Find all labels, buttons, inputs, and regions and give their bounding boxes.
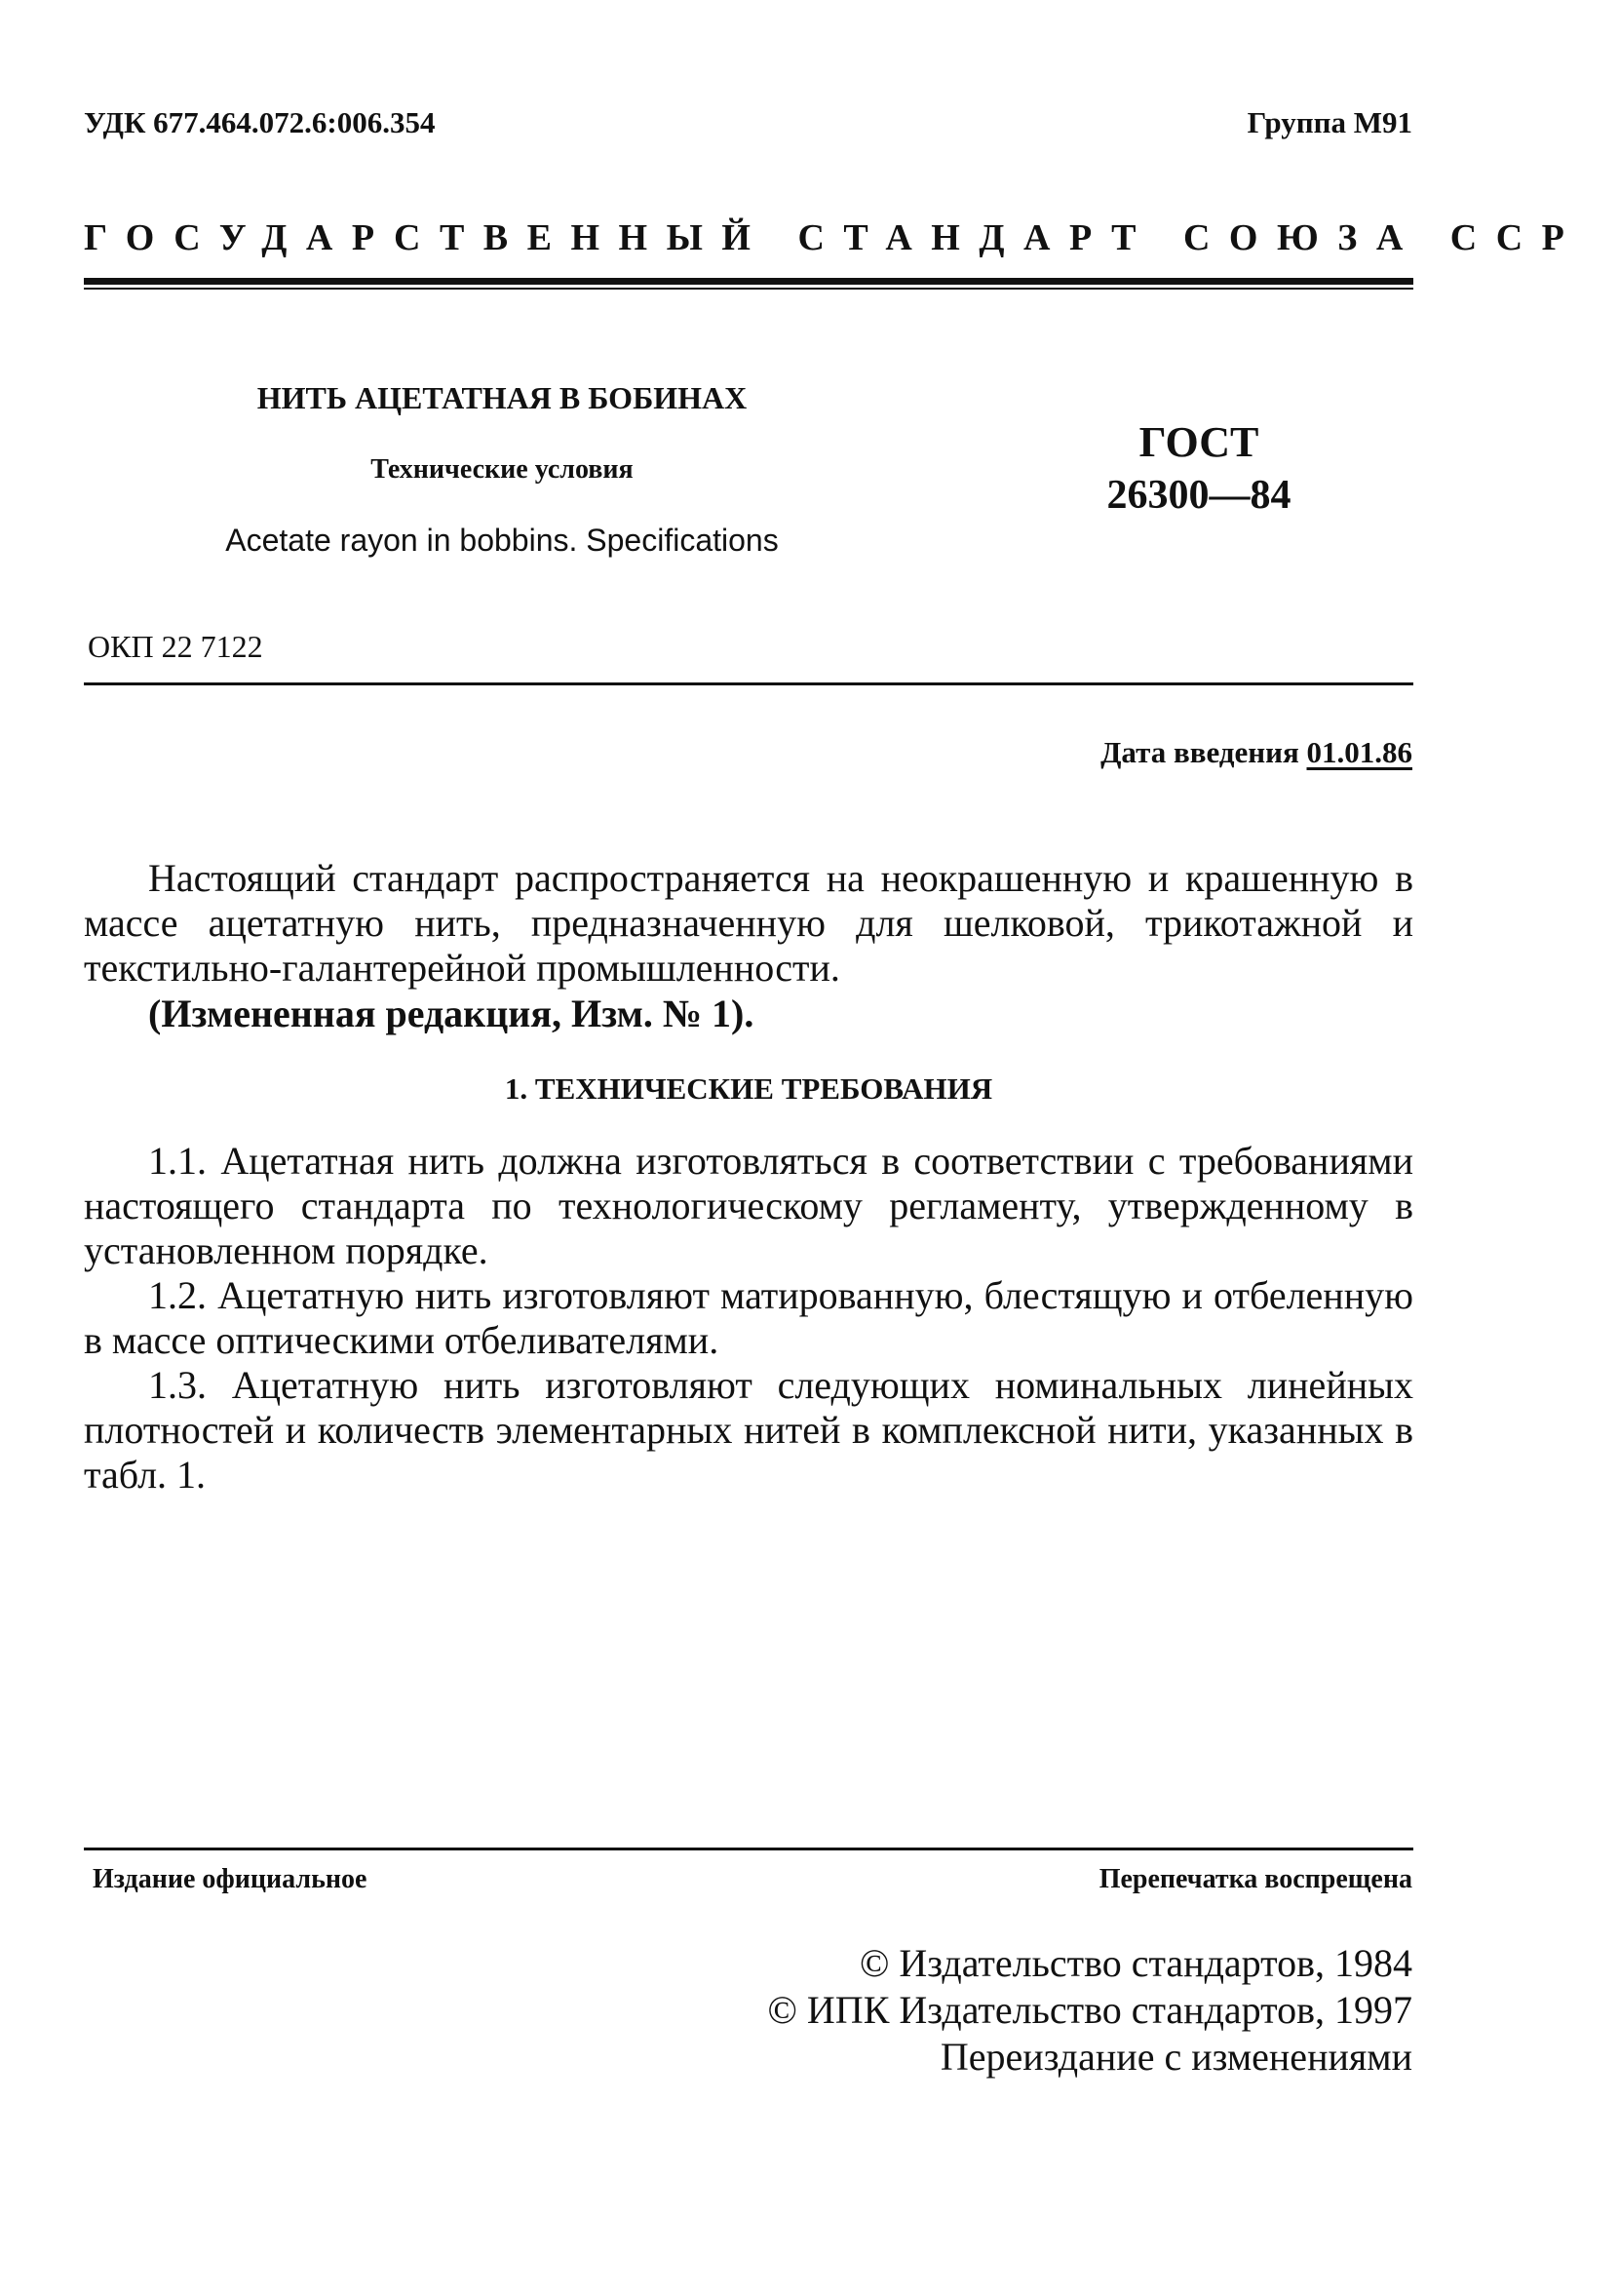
introduction-date-value: 01.01.86 <box>1306 735 1412 769</box>
okp-code: ОКП 22 7122 <box>88 629 263 664</box>
introduction-date-label: Дата введения <box>1100 735 1299 769</box>
udk-code: УДК 677.464.072.6:006.354 <box>84 105 436 139</box>
clause-1-1: 1.1. Ацетатная нить должна изготовляться в соответствии с требованиями настоящего стандарта по технологическому регламенту, утвержденному в установленном порядке. <box>84 1139 1413 1272</box>
clause-1-2: 1.2. Ацетатную нить изготовляют матированную, блестящую и отбеленную в массе оптическими отбеливателями. <box>84 1273 1413 1362</box>
official-edition-label: Издание официальное <box>93 1864 367 1894</box>
header-divider-thin <box>84 288 1413 290</box>
gost-number: 26300—84 <box>1106 473 1291 518</box>
copyright-line-1997: © ИПК Издательство стандартов, 1997 <box>767 1988 1412 2032</box>
gost-label: ГОСТ <box>1138 418 1259 466</box>
intro-paragraph: Настоящий стандарт распространяется на неокрашенную и крашенную в массе ацетатную нить, предназначенную для шелковой, трикотажной и текстильно-галантерейной промышленности. <box>84 856 1413 990</box>
document-title: НИТЬ АЦЕТАТНАЯ В БОБИНАХ <box>256 380 748 415</box>
copyright-block <box>535 1940 1412 2081</box>
reissue-note: Переиздание с изменениями <box>940 2035 1412 2079</box>
copyright-line-1984: © Издательство стандартов, 1984 <box>859 1941 1412 1985</box>
clause-1-3: 1.3. Ацетатную нить изготовляют следующих номинальных линейных плотностей и количеств элементарных нитей в комплексной нити, указанных в табл. 1. <box>84 1363 1413 1497</box>
section-heading: 1. ТЕХНИЧЕСКИЕ ТРЕБОВАНИЯ <box>504 1071 993 1106</box>
state-standard-heading: ГОСУДАРСТВЕННЫЙ СТАНДАРТ СОЮЗА ССР <box>84 217 1584 258</box>
document-subtitle: Технические условия <box>370 454 634 485</box>
english-title: Acetate rayon in bobbins. Specifications <box>225 523 779 558</box>
footer-divider <box>84 1848 1413 1850</box>
classification-group: Группа М91 <box>1247 105 1412 139</box>
introduction-date <box>1100 735 1412 770</box>
header-divider <box>84 278 1413 285</box>
okp-divider <box>84 682 1413 685</box>
amendment-note: (Измененная редакция, Изм. № 1). <box>148 992 754 1035</box>
reprint-prohibited-label: Перепечатка воспрещена <box>1099 1864 1412 1894</box>
